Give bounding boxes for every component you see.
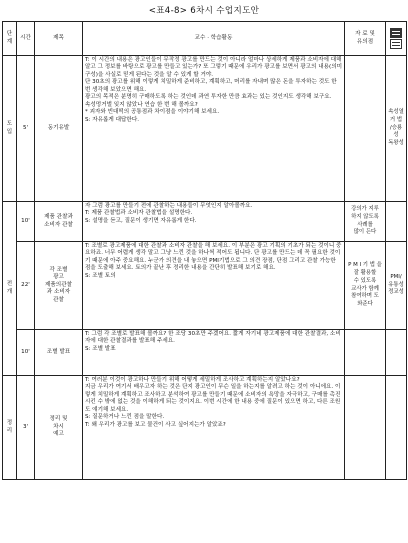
activity-cell: 자 그럼 광고를 만들기 전에 관찰하는 내용들이 무엇인지 알아볼까요. T: 제품 관찰법과 소비자 관찰법을 설명한다. S: 설명을 듣고, 질문이 생기면 자유롭게 한다. bbox=[83, 202, 345, 242]
table-row bbox=[3, 202, 407, 242]
activity-cell: T: 조별로 광고제품에 대한 관찰과 소비자 관찰을 해 보세요. 이 부분은 광고 기획의 기초가 되는 것이니 중요하죠. 너무 어렵게 생각 말고 그냥 느낀 것을 하나씩 적어도 됩니다. 단 광고를 만드는 데 꼭 필요한 것이기 때문에 아주 중요해요. 누군가 의견을 내 놓으면 PMI기법으로 그 의견 장점, 단점 그리고 관찰 가능한 점을 도출해 보세요. 토의가 끝난 후 정리한 내용을 간단히 발표해 보기로 해요. S: 조별 토의 bbox=[83, 242, 345, 330]
topic-cell: 각 조별 광고 제품의관찰 과 소비자 관찰 bbox=[35, 242, 83, 330]
time-cell: 22' bbox=[17, 242, 35, 330]
stage-cell: 도입 bbox=[3, 56, 17, 202]
resources-cell bbox=[345, 330, 386, 376]
stage-cell: 전개 bbox=[3, 202, 17, 376]
topic-cell: 제품 관찰과 소비자 관찰 bbox=[35, 202, 83, 242]
stage-cell: 정리 bbox=[3, 376, 17, 480]
activity-cell: T: 이 시간의 내용은 광고인들이 무작정 광고를 만드는 것이 아니라 얼마나 상세하게 제품과 소비자에 대해 알고 그 정보를 바탕으로 광고를 만들고 있는가? 또 그렇기 때문에 우리가 광고를 보면서 광고의 내용(의미 구성)을 사실로 믿게 된다는 것을 알 수 있게 할 거야. 단 30초의 광고를 위해 이렇게 치밀하게 준비하고, 계획하고, 머리를 자내며 많은 돈을 투자하는 것도 한 번 생각해 보았으면 해요. 광고의 목적은 분명히 구매하도록 하는 것인데 과연 투자한 만큼 효과는 있는 것인지도 생각해 보구요. 속성멍거벌 잊지 않았나 연습 한 번 해 볼까요? * 괴자와 빈대떡의 공통점과 차이점을 이야기해 보세요. S: 자유롭게 대답한다. bbox=[83, 56, 345, 202]
method-cell: 속성열 거 법 /승룡성 독왕성 bbox=[386, 56, 407, 202]
resources-cell bbox=[345, 376, 386, 480]
table-row bbox=[3, 56, 407, 202]
table-row bbox=[3, 242, 407, 330]
time-cell: 10' bbox=[17, 330, 35, 376]
time-cell: 3' bbox=[17, 376, 35, 480]
method-cell bbox=[386, 202, 407, 242]
header-stage: 단 계 bbox=[3, 22, 17, 56]
header-activity: 교수 · 학습활동 bbox=[83, 22, 345, 56]
header-row bbox=[3, 22, 407, 56]
table-row bbox=[3, 376, 407, 480]
topic-cell: 동기유발 bbox=[35, 56, 83, 202]
header-icon-cell bbox=[386, 22, 407, 56]
table-row bbox=[3, 330, 407, 376]
resources-cell bbox=[345, 56, 386, 202]
time-cell: 10' bbox=[17, 202, 35, 242]
method-cell: PMI/ 유통성 정교성 bbox=[386, 242, 407, 330]
time-cell: 5' bbox=[17, 56, 35, 202]
activity-cell: T: 여러분 이것이 광고하나 만들기 위해 어떻게 세밀하게 조사하고 계획하는지 알았나요? 지금 우리가 여기서 배우고자 하는 것은 단지 광고인이 무슨 일을 하는지를 알려고 하는 것이 아니에요. 이렇게 치밀하게 계획하고 조사하고 분석하여 광고를 만들기 때문에 소비자의 욕망을 자극하고, 구매를 촉진시킨 수 밖에 없는 것을 이해하게 되는 것이지요. 이번 시간에 한 내용 중에 질문이 있으면 하고, 다른 조원도 얘기해 보세요. S: 질문하거나 느낀 점을 말한다. T: 왜 우리가 광고를 보고 물건이 사고 싶어지는가 알았죠? bbox=[83, 376, 345, 480]
topic-cell: 정리 및 차시 예고 bbox=[35, 376, 83, 480]
resources-cell: 강의가 지루 하지 않도록 사례를 많이 든다 bbox=[345, 202, 386, 242]
header-topic: 제목 bbox=[35, 22, 83, 56]
topic-cell: 조별 발표 bbox=[35, 330, 83, 376]
method-cell bbox=[386, 330, 407, 376]
method-cell bbox=[386, 376, 407, 480]
lesson-plan-table bbox=[2, 21, 407, 480]
clipboard-icon bbox=[387, 28, 405, 49]
header-time: 시간 bbox=[17, 22, 35, 56]
document-title: <표4-8> 6차시 수업지도안 bbox=[148, 6, 260, 16]
resources-cell: P M I 기 법 을 잘 활용할 수 있도록 교사가 함께 참여하며 도 와준다 bbox=[345, 242, 386, 330]
activity-cell: T: 그럼 각 조별로 발표해 볼까요? 한 조당 30초만 주겠어요. 짧게 자기네 광고제품에 대한 관찰결과, 소비자에 대한 관찰결과를 발표해 주세요. S: 조별 발표 bbox=[83, 330, 345, 376]
header-resources: 자 료 및 유의점 bbox=[345, 22, 386, 56]
